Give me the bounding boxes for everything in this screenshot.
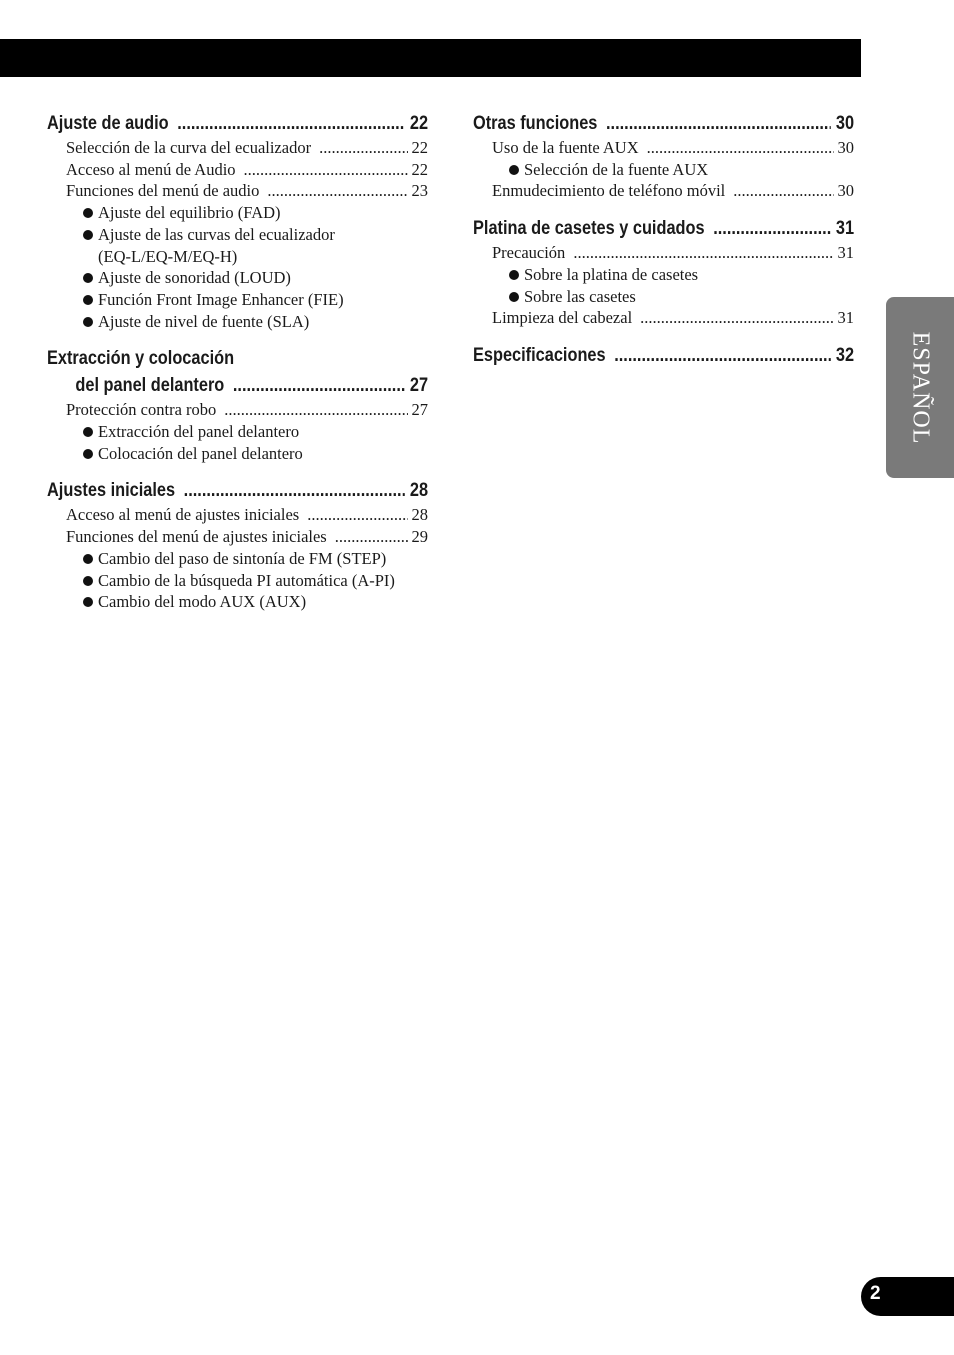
toc-page-number: 31 [835,218,855,240]
page-number: 2 [870,1283,881,1304]
dot-leader [184,477,405,504]
toc-bullet-label: Selección de la fuente AUX [524,159,709,179]
dot-leader [177,110,404,137]
toc-bullet-label: Ajuste de nivel de fuente (SLA) [98,311,310,331]
dot-leader [640,307,833,329]
toc-heading-label: Otras funciones [473,113,598,134]
toc-bullet-label: Ajuste de sonoridad (LOUD) [98,268,291,288]
bullet-icon [83,449,93,459]
toc-page-number: 30 [837,181,854,201]
toc-bullet-label: Ajuste del equilibrio (FAD) [98,203,281,223]
toc-page-number: 31 [837,308,854,328]
dot-leader [319,137,407,159]
dot-leader [713,215,831,242]
toc-heading[interactable] [47,110,428,137]
toc-page-number: 22 [409,113,429,134]
header-bar [0,39,861,77]
toc-entry[interactable] [473,307,854,329]
toc-page-number: 22 [411,159,428,179]
toc-entry[interactable] [473,137,854,159]
toc-bullet-item[interactable] [47,202,428,224]
toc-heading[interactable] [473,215,854,242]
toc-entry[interactable] [47,180,428,202]
toc-heading-line2[interactable] [47,372,428,399]
dot-leader [335,526,408,548]
toc-bullet-label: Colocación del panel delantero [98,443,303,463]
dot-leader [307,504,407,526]
toc-entry-label: Acceso al menú de ajustes iniciales [66,505,300,525]
dot-leader [224,399,407,421]
toc-bullet-item[interactable] [473,264,854,286]
toc-entry[interactable] [47,399,428,421]
dot-leader [233,372,405,399]
toc-bullet-item[interactable] [47,421,428,443]
toc-bullet-label: Extracción del panel delantero [98,422,300,442]
bullet-icon [83,554,93,564]
toc-bullet-item[interactable] [47,443,428,465]
toc-heading[interactable] [473,110,854,137]
toc-section [473,342,854,369]
bullet-icon [509,165,519,175]
toc-entry-label: Enmudecimiento de teléfono móvil [492,181,726,201]
toc-heading[interactable] [473,342,854,369]
toc-page-number: 30 [837,138,854,157]
toc-bullet-item[interactable] [47,570,428,592]
toc-page-number: 29 [411,527,428,547]
dot-leader [614,342,831,369]
toc-entry-label: Precaución [492,243,566,263]
toc-page-number: 22 [411,138,428,157]
toc-bullet-label: Función Front Image Enhancer (FIE) [98,289,344,309]
language-tab [886,297,954,478]
toc-heading[interactable] [47,477,428,504]
bullet-icon [83,295,93,305]
toc-section [473,215,854,329]
toc-entry-label: Limpieza del cabezal [492,308,633,328]
toc-page-number: 28 [409,480,429,502]
toc-page-number: 27 [411,400,428,420]
toc-entry[interactable] [473,242,854,264]
bullet-icon [509,292,519,302]
toc-page-number: 32 [835,344,855,366]
bullet-icon [509,270,519,280]
toc-heading-label: Extracción y colocación [47,348,235,370]
toc-column-left [47,110,428,626]
toc-entry-label: Uso de la fuente AUX [492,138,639,157]
dot-leader [647,137,834,159]
toc-bullet-label: Cambio del paso de sintonía de FM (STEP) [98,548,387,568]
toc-section [47,110,428,332]
toc-bullet-label: Cambio del modo AUX (AUX) [98,592,307,612]
toc-page-number: 23 [411,181,428,201]
toc-bullet-item[interactable] [47,289,428,311]
dot-leader [573,242,833,264]
toc-bullet-item[interactable] [473,286,854,308]
toc-heading-label: Ajustes iniciales [47,480,176,502]
language-tab-label: ESPAÑOL [907,331,934,444]
toc-page-number: 28 [411,505,428,525]
dot-leader [733,180,833,202]
toc-section [47,477,428,613]
page-number-tab [861,1277,954,1316]
toc-section [473,110,854,202]
toc-entry[interactable] [47,526,428,548]
toc-entry-label: Funciones del menú de ajustes iniciales [66,527,327,547]
toc-bullet-item[interactable] [47,548,428,570]
toc-page-number: 27 [409,375,429,397]
dot-leader [244,159,408,181]
toc-entry[interactable] [47,137,428,159]
bullet-icon [83,230,93,240]
toc-page-number: 31 [837,243,854,263]
toc-entry[interactable] [473,180,854,202]
toc-heading-label: Ajuste de audio [47,113,169,134]
toc-entry-label: Acceso al menú de Audio [66,159,236,179]
toc-bullet-item[interactable] [47,591,428,613]
toc-bullet-continuation: (EQ-L/EQ-M/EQ-H) [98,246,238,266]
toc-entry-label: Funciones del menú de audio [66,181,260,201]
toc-entry[interactable] [47,504,428,526]
toc-entry[interactable] [47,159,428,181]
dot-leader [606,110,831,137]
toc-heading[interactable] [47,345,428,372]
toc-section [47,345,428,464]
bullet-icon [83,427,93,437]
toc-bullet-label: Ajuste de las curvas del ecualizador [98,224,335,244]
toc-column-right [473,110,854,382]
toc-bullet-label: Cambio de la búsqueda PI automática (A-PI) [98,570,395,590]
toc-bullet-item[interactable] [47,311,428,333]
toc-heading-label: del panel delantero [75,375,225,397]
toc-bullet-item[interactable] [473,159,854,181]
toc-entry-label: Protección contra robo [66,400,217,420]
dot-leader [267,180,407,202]
toc-heading-label: Platina de casetes y cuidados [473,218,705,240]
toc-bullet-item[interactable] [47,224,428,246]
toc-entry-label: Selección de la curva del ecualizador [66,138,312,157]
toc-bullet-label: Sobre las casetes [524,286,636,306]
bullet-icon [83,317,93,327]
bullet-icon [83,576,93,586]
toc-heading-label: Especificaciones [473,344,606,366]
toc-bullet-label: Sobre la platina de casetes [524,264,699,284]
toc-page-number: 30 [835,113,855,134]
toc-bullet-item[interactable] [47,267,428,289]
